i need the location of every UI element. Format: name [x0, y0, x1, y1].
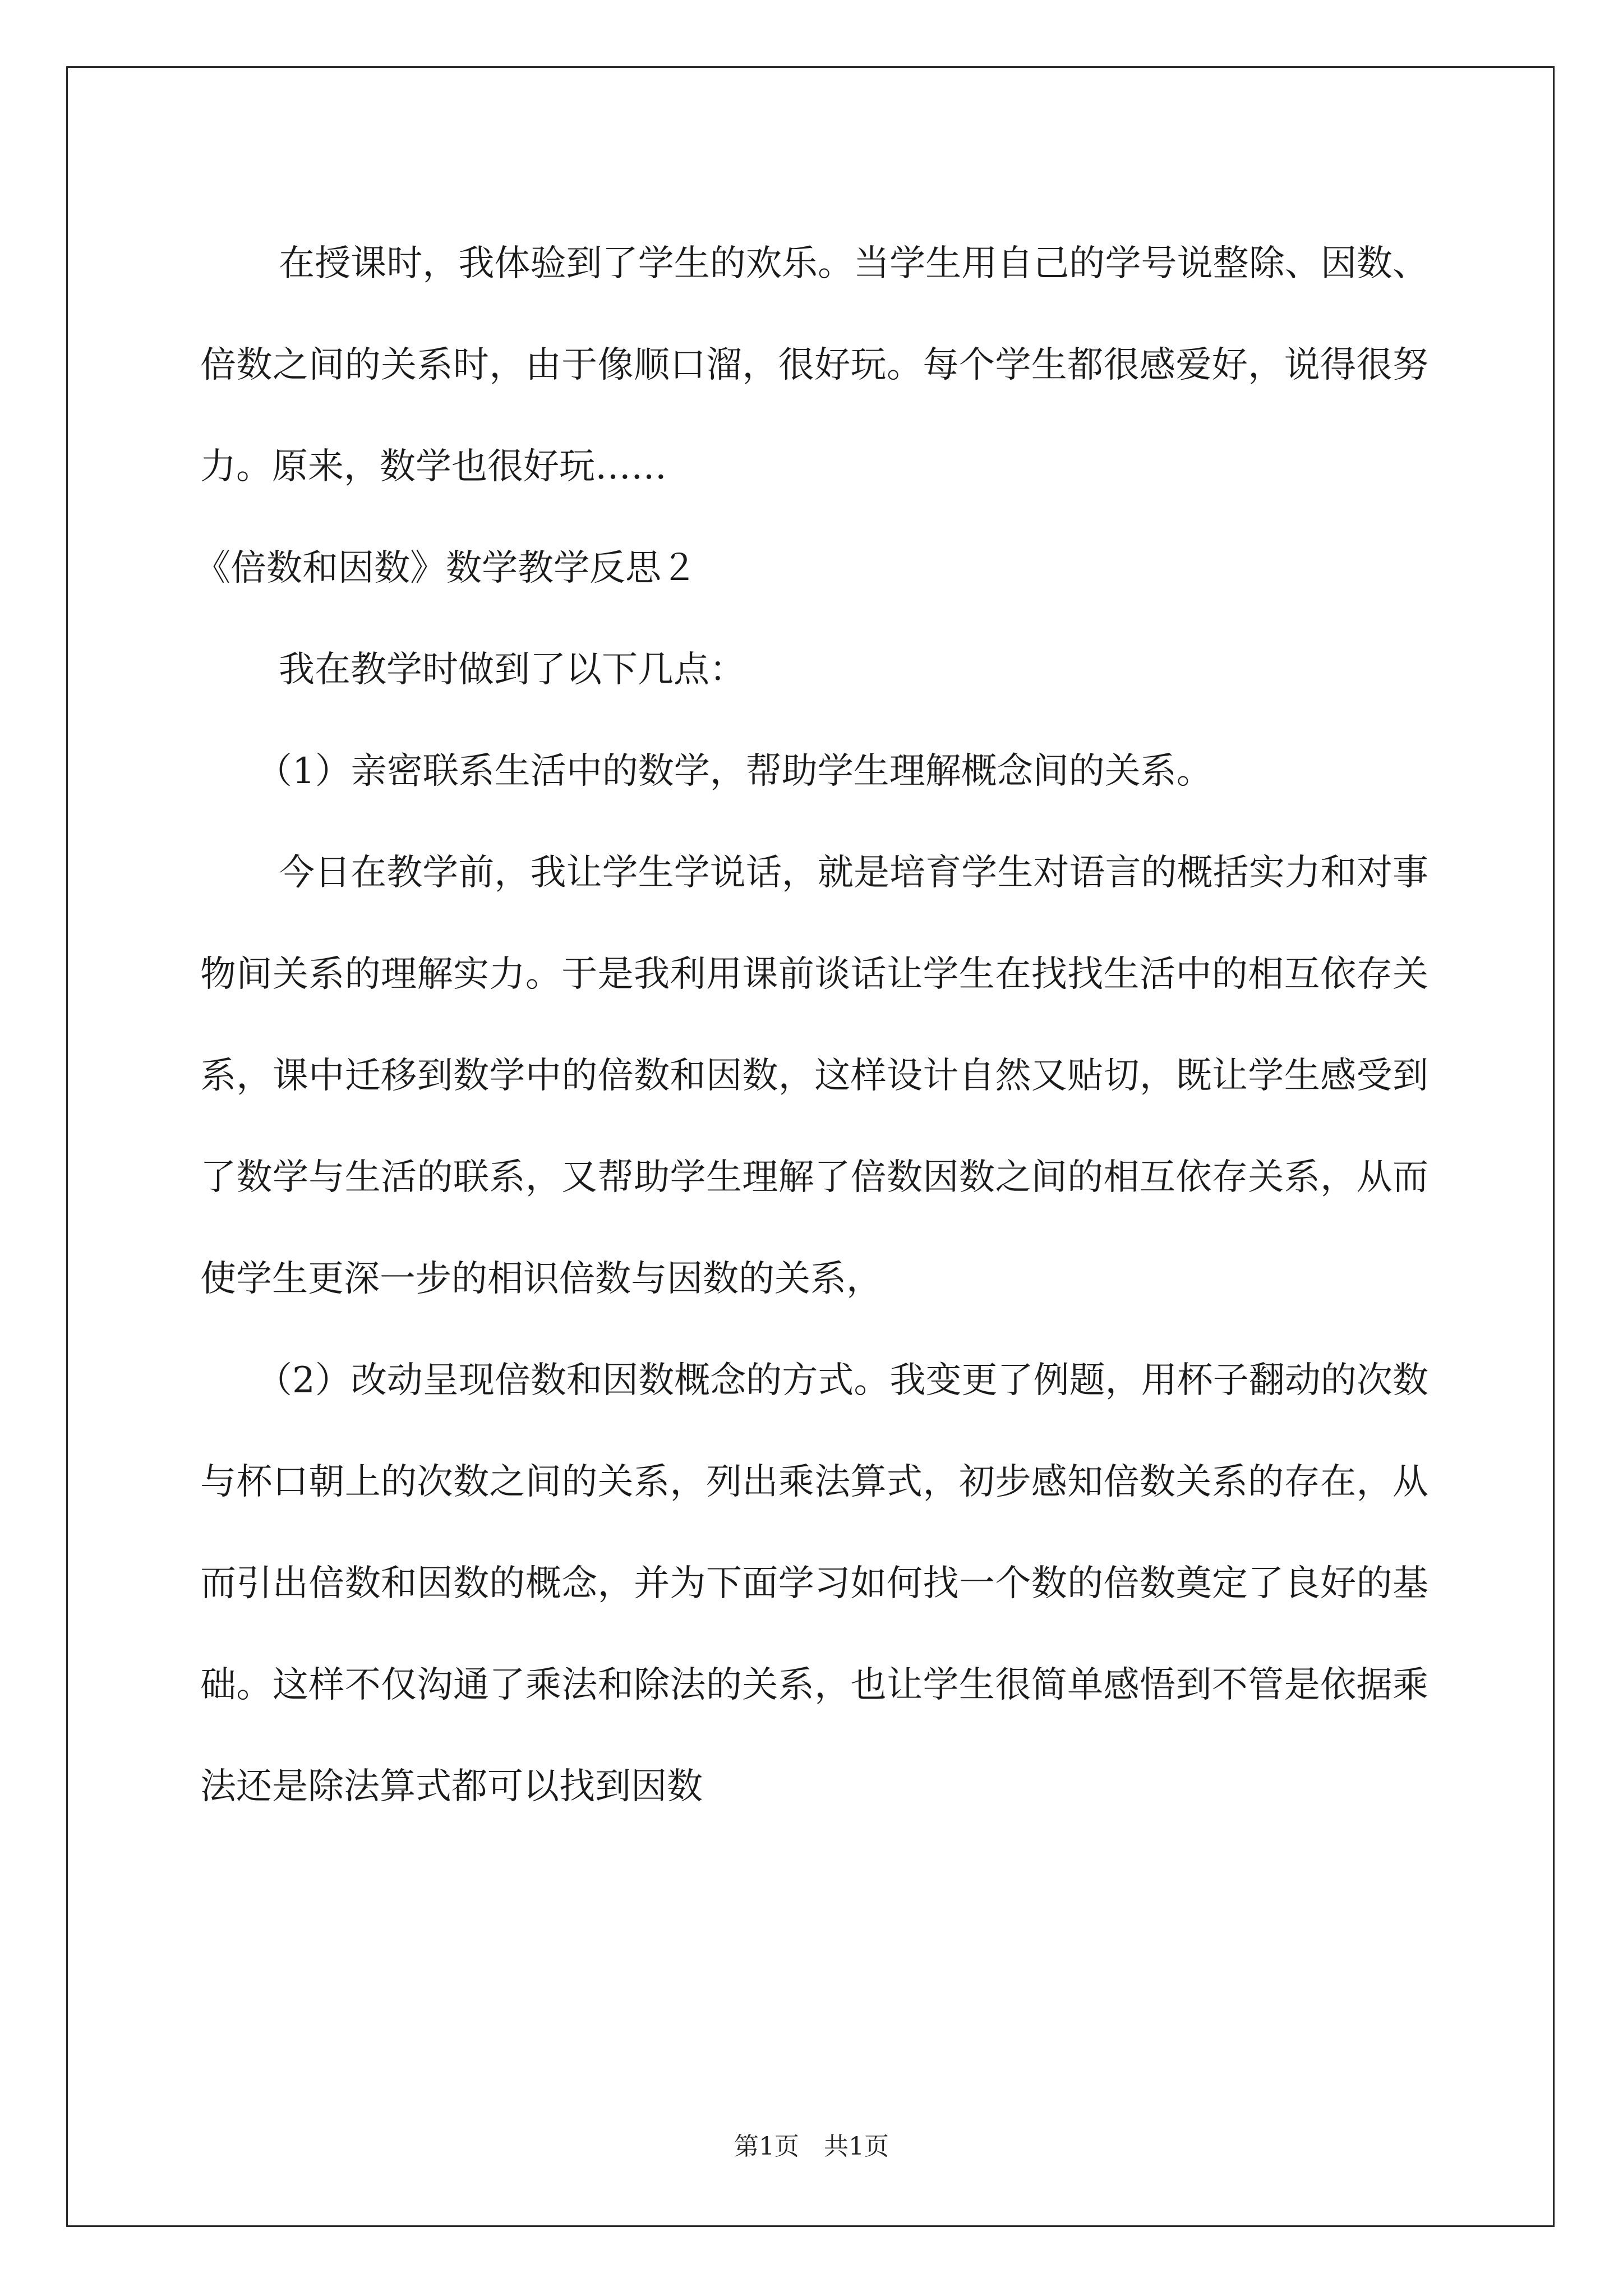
paragraph-1: 在授课时，我体验到了学生的欢乐。当学生用自己的学号说整除、因数、倍数之间的关系时，由于像顺口溜，很好玩。每个学生都很感爱好，说得很努力。原来，数学也很好玩…… — [200, 243, 1428, 487]
paragraph-2: 我在教学时做到了以下几点： — [279, 649, 745, 691]
paragraph-5: （2）改动呈现倍数和因数概念的方式。我变更了例题，用杯子翻动的次数与杯口朝上的次数之间的关系，列出乘法算式，初步感知倍数关系的存在，从而引出倍数和因数的概念，并为下面学习如何找一个数的倍数奠定了良好的基础。这样不仅沟通了乘法和除法的关系，也让学生很简单感悟到不管是依据乘法还是除法算式都可以找到因数 — [200, 1360, 1428, 1807]
page-footer — [0, 2126, 1623, 2162]
paragraph-4: 今日在教学前，我让学生学说话，就是培育学生对语言的概括实力和对事物间关系的理解实力。于是我利用课前谈话让学生在找找生活中的相互依存关系，课中迁移到数学中的倍数和因数，这样设计自然又贴切，既让学生感受到了数学与生活的联系，又帮助学生理解了倍数因数之间的相互依存关系，从而使学生更深一步的相识倍数与因数的关系， — [200, 852, 1428, 1300]
page-number: 第1页 共1页 — [734, 2132, 889, 2161]
paragraph-3: （1）亲密联系生活中的数学，帮助学生理解概念间的关系。 — [256, 751, 1212, 792]
document-body — [195, 213, 1428, 1838]
section-heading: 《倍数和因数》数学教学反思２ — [195, 547, 697, 589]
